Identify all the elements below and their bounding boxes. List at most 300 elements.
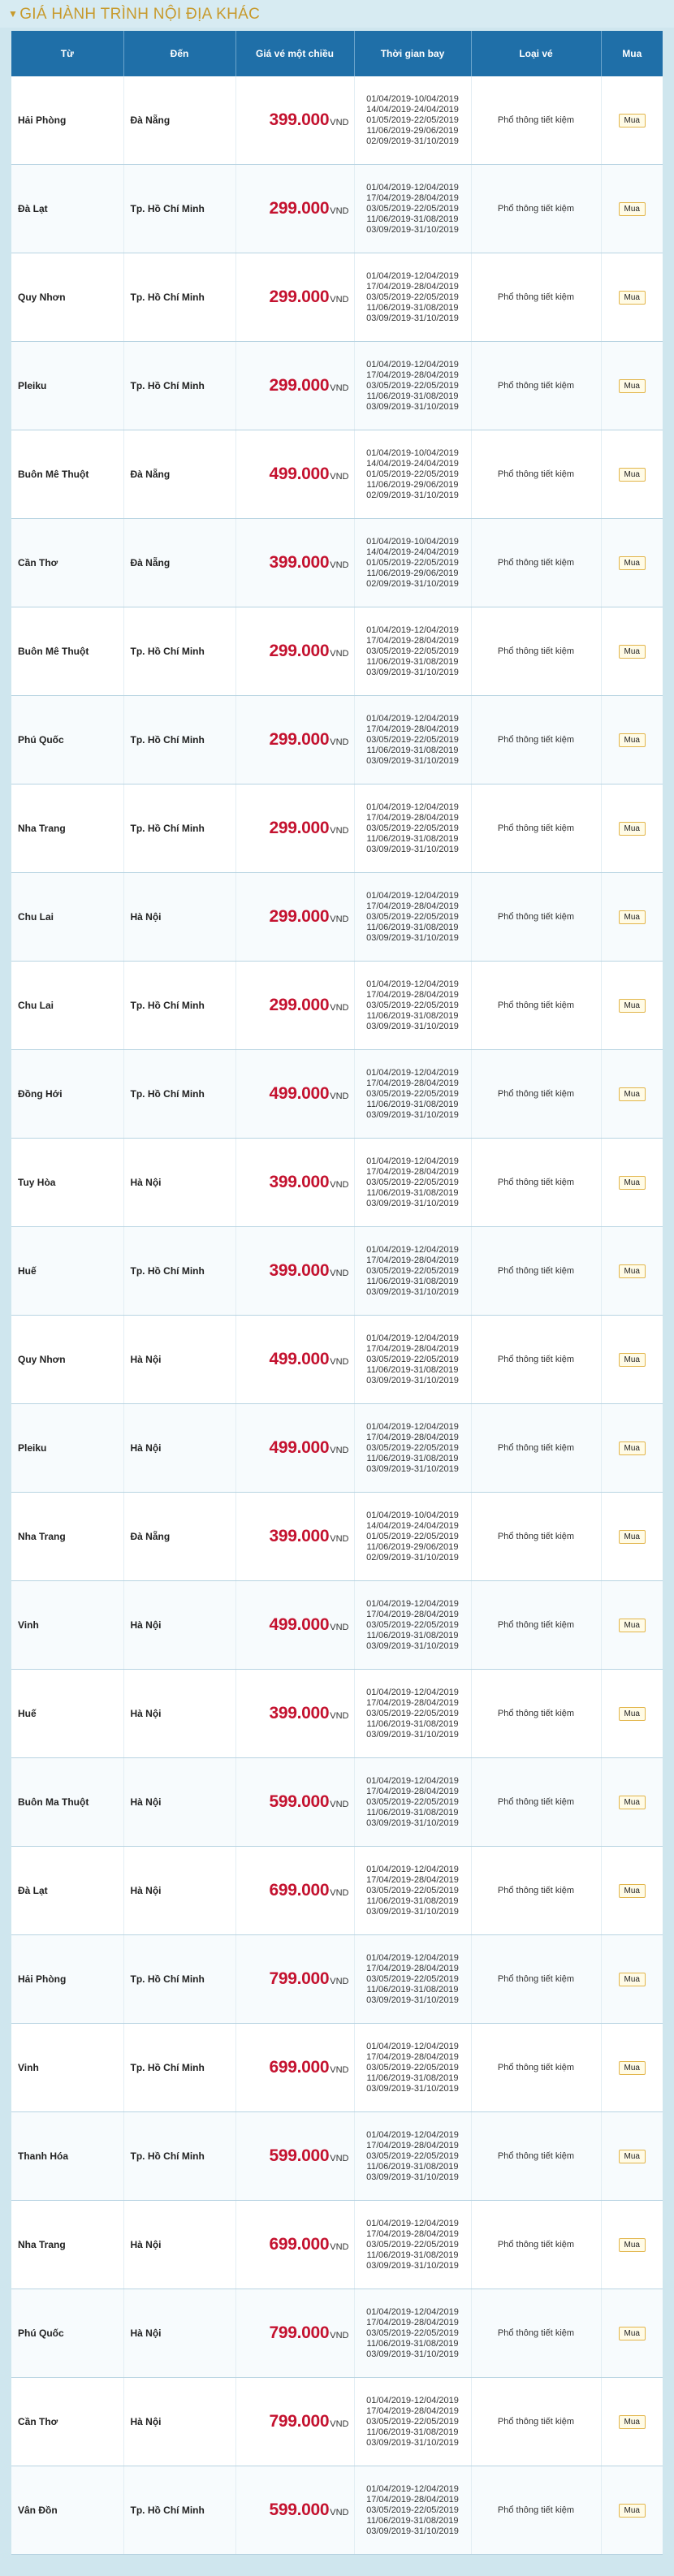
buy-cell — [601, 1139, 663, 1227]
buy-cell — [601, 2024, 663, 2112]
buy-button[interactable]: Mua — [619, 2504, 646, 2518]
flight-date-range: 03/09/2019-31/10/2019 — [366, 2526, 459, 2536]
flight-date-range: 03/05/2019-22/05/2019 — [366, 1265, 459, 1276]
buy-button[interactable]: Mua — [619, 2061, 646, 2075]
flight-date-range: 11/06/2019-31/08/2019 — [366, 391, 459, 401]
flight-date-range: 03/05/2019-22/05/2019 — [366, 823, 459, 833]
fare-type: Phổ thông tiết kiệm — [471, 1316, 601, 1404]
destination-city: Tp. Hồ Chí Minh — [123, 2024, 235, 2112]
flight-date-range: 11/06/2019-29/06/2019 — [366, 1541, 459, 1552]
flight-date-range: 11/06/2019-31/08/2019 — [366, 302, 459, 313]
buy-button[interactable]: Mua — [619, 2238, 646, 2252]
table-row — [11, 2201, 663, 2289]
buy-button[interactable]: Mua — [619, 291, 646, 305]
fare-type: Phổ thông tiết kiệm — [471, 1139, 601, 1227]
flight-date-range: 11/06/2019-31/08/2019 — [366, 1276, 459, 1286]
destination-city: Đà Nẵng — [123, 1493, 235, 1581]
buy-button[interactable]: Mua — [619, 556, 646, 570]
section-title-bar — [0, 0, 674, 28]
flight-date-range: 17/04/2019-28/04/2019 — [366, 1078, 459, 1088]
price-cell — [235, 1758, 354, 1847]
flight-date-range: 17/04/2019-28/04/2019 — [366, 281, 459, 292]
flight-date-range: 01/04/2019-12/04/2019 — [366, 2129, 459, 2140]
flight-date-range: 03/09/2019-31/10/2019 — [366, 2260, 459, 2271]
price-currency: VND — [330, 914, 349, 924]
buy-cell — [601, 962, 663, 1050]
fare-type: Phổ thông tiết kiệm — [471, 2112, 601, 2201]
flight-date-range: 03/05/2019-22/05/2019 — [366, 1354, 459, 1364]
flight-date-range: 17/04/2019-28/04/2019 — [366, 370, 459, 380]
flight-dates-cell — [354, 2289, 471, 2378]
price-value: 699.000 — [269, 2058, 330, 2077]
header-to: Đến — [123, 31, 235, 76]
price-cell — [235, 962, 354, 1050]
price-currency: VND — [330, 1977, 349, 1986]
flight-date-range: 03/05/2019-22/05/2019 — [366, 2239, 459, 2250]
buy-button[interactable]: Mua — [619, 2327, 646, 2340]
flight-date-range: 11/06/2019-29/06/2019 — [366, 125, 459, 136]
fare-type: Phổ thông tiết kiệm — [471, 519, 601, 607]
flight-date-range: 01/04/2019-12/04/2019 — [366, 1864, 459, 1874]
price-value: 399.000 — [269, 553, 330, 572]
flight-date-range: 03/05/2019-22/05/2019 — [366, 1973, 459, 1984]
fare-type: Phổ thông tiết kiệm — [471, 1227, 601, 1316]
table-row — [11, 2378, 663, 2466]
price-value: 399.000 — [269, 1527, 330, 1545]
flight-date-range: 11/06/2019-31/08/2019 — [366, 833, 459, 844]
price-value: 299.000 — [269, 199, 330, 218]
caret-down-icon: ▼ — [8, 8, 19, 19]
price-cell — [235, 342, 354, 430]
flight-dates-cell — [354, 1050, 471, 1139]
destination-city: Hà Nội — [123, 1758, 235, 1847]
flight-dates-cell — [354, 1670, 471, 1758]
price-currency: VND — [330, 1800, 349, 1809]
origin-city: Đà Lạt — [11, 165, 123, 253]
table-row — [11, 1758, 663, 1847]
buy-button[interactable]: Mua — [619, 999, 646, 1013]
flight-dates-cell — [354, 962, 471, 1050]
fare-type: Phổ thông tiết kiệm — [471, 1935, 601, 2024]
price-value: 299.000 — [269, 287, 330, 306]
flight-date-range: 17/04/2019-28/04/2019 — [366, 1963, 459, 1973]
flight-date-range: 03/09/2019-31/10/2019 — [366, 1375, 459, 1385]
flight-date-range: 01/04/2019-12/04/2019 — [366, 1952, 459, 1963]
flight-date-range: 11/06/2019-31/08/2019 — [366, 2427, 459, 2437]
origin-city: Quy Nhơn — [11, 253, 123, 342]
price-currency: VND — [330, 560, 349, 570]
flight-date-range: 11/06/2019-31/08/2019 — [366, 656, 459, 667]
flight-date-range: 17/04/2019-28/04/2019 — [366, 2317, 459, 2327]
fare-type: Phổ thông tiết kiệm — [471, 1493, 601, 1581]
flight-date-range: 03/05/2019-22/05/2019 — [366, 1177, 459, 1187]
price-value: 299.000 — [269, 907, 330, 926]
destination-city: Tp. Hồ Chí Minh — [123, 607, 235, 696]
destination-city: Tp. Hồ Chí Minh — [123, 2112, 235, 2201]
buy-cell — [601, 1847, 663, 1935]
table-row — [11, 2466, 663, 2555]
flight-date-range: 03/09/2019-31/10/2019 — [366, 667, 459, 677]
price-value: 599.000 — [269, 2500, 330, 2519]
flight-date-range: 01/04/2019-12/04/2019 — [366, 270, 459, 281]
origin-city: Buôn Mê Thuột — [11, 430, 123, 519]
flight-date-range: 01/05/2019-22/05/2019 — [366, 469, 459, 479]
buy-cell — [601, 784, 663, 873]
header-from: Từ — [11, 31, 123, 76]
flight-date-range: 11/06/2019-31/08/2019 — [366, 2338, 459, 2349]
flight-date-range: 17/04/2019-28/04/2019 — [366, 1874, 459, 1885]
price-currency: VND — [330, 1446, 349, 1455]
fare-type: Phổ thông tiết kiệm — [471, 607, 601, 696]
buy-cell — [601, 1227, 663, 1316]
flight-date-range: 03/05/2019-22/05/2019 — [366, 1796, 459, 1807]
buy-cell — [601, 1758, 663, 1847]
price-currency: VND — [330, 2242, 349, 2252]
price-currency: VND — [330, 1534, 349, 1544]
buy-cell — [601, 607, 663, 696]
flight-date-range: 14/04/2019-24/04/2019 — [366, 547, 459, 557]
flight-date-range: 01/04/2019-10/04/2019 — [366, 1510, 459, 1520]
buy-button[interactable]: Mua — [619, 379, 646, 393]
flight-date-range: 03/05/2019-22/05/2019 — [366, 1000, 459, 1010]
buy-button[interactable]: Mua — [619, 1796, 646, 1809]
buy-cell — [601, 165, 663, 253]
flight-date-range: 17/04/2019-28/04/2019 — [366, 2140, 459, 2150]
flight-date-range: 17/04/2019-28/04/2019 — [366, 812, 459, 823]
flight-date-range: 11/06/2019-29/06/2019 — [366, 568, 459, 578]
table-row — [11, 2289, 663, 2378]
flight-date-range: 01/04/2019-12/04/2019 — [366, 2306, 459, 2317]
flight-date-range: 03/05/2019-22/05/2019 — [366, 1619, 459, 1630]
flight-date-range: 17/04/2019-28/04/2019 — [366, 192, 459, 203]
price-value: 499.000 — [269, 465, 330, 483]
origin-city: Hải Phòng — [11, 76, 123, 165]
destination-city: Đà Nẵng — [123, 430, 235, 519]
fare-type: Phổ thông tiết kiệm — [471, 1847, 601, 1935]
flight-date-range: 03/05/2019-22/05/2019 — [366, 1885, 459, 1895]
price-currency: VND — [330, 2065, 349, 2075]
buy-button[interactable]: Mua — [619, 1441, 646, 1455]
price-currency: VND — [330, 2331, 349, 2340]
buy-cell — [601, 1050, 663, 1139]
buy-button[interactable]: Mua — [619, 1707, 646, 1721]
fare-type: Phổ thông tiết kiệm — [471, 253, 601, 342]
flight-dates-cell — [354, 1935, 471, 2024]
destination-city: Hà Nội — [123, 1847, 235, 1935]
table-row — [11, 784, 663, 873]
price-currency: VND — [330, 1711, 349, 1721]
flight-date-range: 17/04/2019-28/04/2019 — [366, 1432, 459, 1442]
destination-city: Hà Nội — [123, 1404, 235, 1493]
buy-cell — [601, 1316, 663, 1404]
price-value: 499.000 — [269, 1615, 330, 1634]
flight-dates-cell — [354, 873, 471, 962]
buy-button[interactable]: Mua — [619, 910, 646, 924]
flight-date-range: 02/09/2019-31/10/2019 — [366, 1552, 459, 1562]
flight-date-range: 11/06/2019-31/08/2019 — [366, 214, 459, 224]
fare-type: Phổ thông tiết kiệm — [471, 430, 601, 519]
flight-date-range: 11/06/2019-31/08/2019 — [366, 1984, 459, 1995]
fare-type: Phổ thông tiết kiệm — [471, 784, 601, 873]
destination-city: Tp. Hồ Chí Minh — [123, 1227, 235, 1316]
flight-date-range: 11/06/2019-29/06/2019 — [366, 479, 459, 490]
destination-city: Tp. Hồ Chí Minh — [123, 1050, 235, 1139]
buy-button[interactable]: Mua — [619, 733, 646, 747]
origin-city: Hải Phòng — [11, 1935, 123, 2024]
buy-cell — [601, 1404, 663, 1493]
flight-date-range: 03/05/2019-22/05/2019 — [366, 203, 459, 214]
price-cell — [235, 2378, 354, 2466]
flight-date-range: 11/06/2019-31/08/2019 — [366, 1364, 459, 1375]
flight-date-range: 03/09/2019-31/10/2019 — [366, 1995, 459, 2005]
destination-city: Tp. Hồ Chí Minh — [123, 342, 235, 430]
price-value: 499.000 — [269, 1350, 330, 1368]
price-value: 399.000 — [269, 1704, 330, 1722]
table-row — [11, 1581, 663, 1670]
price-cell — [235, 1227, 354, 1316]
flight-dates-cell — [354, 1581, 471, 1670]
table-row — [11, 1935, 663, 2024]
flight-date-range: 11/06/2019-31/08/2019 — [366, 1807, 459, 1817]
origin-city: Cần Thơ — [11, 2378, 123, 2466]
table-header-row — [11, 31, 663, 76]
price-value: 299.000 — [269, 996, 330, 1014]
flight-date-range: 01/04/2019-12/04/2019 — [366, 1421, 459, 1432]
header-price: Giá vé một chiều — [235, 31, 354, 76]
flight-date-range: 02/09/2019-31/10/2019 — [366, 578, 459, 589]
flight-date-range: 03/09/2019-31/10/2019 — [366, 224, 459, 235]
table-row — [11, 1139, 663, 1227]
price-cell — [235, 519, 354, 607]
fare-type: Phổ thông tiết kiệm — [471, 962, 601, 1050]
table-row — [11, 430, 663, 519]
flight-date-range: 01/04/2019-12/04/2019 — [366, 2483, 459, 2494]
flight-date-range: 03/09/2019-31/10/2019 — [366, 1021, 459, 1031]
price-value: 399.000 — [269, 110, 330, 129]
origin-city: Huế — [11, 1670, 123, 1758]
origin-city: Huế — [11, 1227, 123, 1316]
flight-date-range: 17/04/2019-28/04/2019 — [366, 1697, 459, 1708]
fare-type: Phổ thông tiết kiệm — [471, 165, 601, 253]
price-cell — [235, 2112, 354, 2201]
price-currency: VND — [330, 737, 349, 747]
fare-type: Phổ thông tiết kiệm — [471, 1050, 601, 1139]
buy-cell — [601, 1935, 663, 2024]
flight-date-range: 03/05/2019-22/05/2019 — [366, 2416, 459, 2427]
fare-type: Phổ thông tiết kiệm — [471, 2466, 601, 2555]
flight-date-range: 03/05/2019-22/05/2019 — [366, 734, 459, 745]
buy-button[interactable]: Mua — [619, 1176, 646, 1190]
price-cell — [235, 1493, 354, 1581]
flight-date-range: 17/04/2019-28/04/2019 — [366, 989, 459, 1000]
price-value: 499.000 — [269, 1438, 330, 1457]
destination-city: Tp. Hồ Chí Minh — [123, 784, 235, 873]
price-cell — [235, 253, 354, 342]
origin-city: Cần Thơ — [11, 519, 123, 607]
price-value: 299.000 — [269, 819, 330, 837]
buy-cell — [601, 519, 663, 607]
flight-date-range: 03/09/2019-31/10/2019 — [366, 1286, 459, 1297]
price-cell — [235, 2466, 354, 2555]
price-currency: VND — [330, 649, 349, 659]
price-value: 799.000 — [269, 2323, 330, 2342]
buy-button[interactable]: Mua — [619, 114, 646, 128]
flight-dates-cell — [354, 696, 471, 784]
table-row — [11, 696, 663, 784]
origin-city: Nha Trang — [11, 2201, 123, 2289]
buy-button[interactable]: Mua — [619, 1530, 646, 1544]
buy-cell — [601, 2201, 663, 2289]
price-currency: VND — [330, 2508, 349, 2518]
flight-date-range: 03/05/2019-22/05/2019 — [366, 1442, 459, 1453]
flight-date-range: 17/04/2019-28/04/2019 — [366, 2405, 459, 2416]
buy-cell — [601, 430, 663, 519]
origin-city: Vinh — [11, 2024, 123, 2112]
flight-date-range: 03/05/2019-22/05/2019 — [366, 2327, 459, 2338]
buy-button[interactable]: Mua — [619, 468, 646, 482]
table-row — [11, 2024, 663, 2112]
price-value: 699.000 — [269, 1881, 330, 1900]
price-value: 599.000 — [269, 1792, 330, 1811]
origin-city: Vinh — [11, 1581, 123, 1670]
price-currency: VND — [330, 1180, 349, 1190]
table-row — [11, 873, 663, 962]
flight-date-range: 11/06/2019-31/08/2019 — [366, 1010, 459, 1021]
flight-date-range: 01/04/2019-12/04/2019 — [366, 2218, 459, 2228]
origin-city: Nha Trang — [11, 784, 123, 873]
flight-dates-cell — [354, 342, 471, 430]
price-cell — [235, 1139, 354, 1227]
flight-date-range: 03/09/2019-31/10/2019 — [366, 1729, 459, 1740]
flight-date-range: 03/09/2019-31/10/2019 — [366, 401, 459, 412]
destination-city: Tp. Hồ Chí Minh — [123, 1935, 235, 2024]
flight-date-range: 03/05/2019-22/05/2019 — [366, 1708, 459, 1718]
flight-date-range: 17/04/2019-28/04/2019 — [366, 635, 459, 646]
table-row — [11, 76, 663, 165]
origin-city: Đồng Hới — [11, 1050, 123, 1139]
price-cell — [235, 2024, 354, 2112]
origin-city: Phú Quốc — [11, 696, 123, 784]
buy-cell — [601, 342, 663, 430]
buy-button[interactable]: Mua — [619, 1884, 646, 1898]
origin-city: Pleiku — [11, 1404, 123, 1493]
destination-city: Hà Nội — [123, 2289, 235, 2378]
fare-type: Phổ thông tiết kiệm — [471, 2024, 601, 2112]
price-currency: VND — [330, 2154, 349, 2163]
price-currency: VND — [330, 1623, 349, 1632]
buy-button[interactable]: Mua — [619, 1973, 646, 1986]
table-row — [11, 607, 663, 696]
flight-date-range: 03/09/2019-31/10/2019 — [366, 1640, 459, 1651]
buy-button[interactable]: Mua — [619, 645, 646, 659]
price-currency: VND — [330, 383, 349, 393]
flight-dates-cell — [354, 253, 471, 342]
flight-date-range: 11/06/2019-31/08/2019 — [366, 1187, 459, 1198]
flight-date-range: 03/05/2019-22/05/2019 — [366, 646, 459, 656]
origin-city: Pleiku — [11, 342, 123, 430]
flight-date-range: 01/04/2019-12/04/2019 — [366, 1244, 459, 1255]
price-currency: VND — [330, 206, 349, 216]
price-currency: VND — [330, 295, 349, 305]
flight-date-range: 03/09/2019-31/10/2019 — [366, 755, 459, 766]
flight-date-range: 11/06/2019-31/08/2019 — [366, 2072, 459, 2083]
price-cell — [235, 2201, 354, 2289]
flight-dates-cell — [354, 76, 471, 165]
fare-type: Phổ thông tiết kiệm — [471, 1404, 601, 1493]
table-row — [11, 1316, 663, 1404]
origin-city: Phú Quốc — [11, 2289, 123, 2378]
buy-button[interactable]: Mua — [619, 822, 646, 836]
origin-city: Chu Lai — [11, 873, 123, 962]
flight-date-range: 11/06/2019-31/08/2019 — [366, 2250, 459, 2260]
section-title: GIÁ HÀNH TRÌNH NỘI ĐỊA KHÁC — [19, 6, 261, 23]
flight-dates-cell — [354, 1404, 471, 1493]
fare-type: Phổ thông tiết kiệm — [471, 2378, 601, 2466]
buy-cell — [601, 2466, 663, 2555]
buy-cell — [601, 253, 663, 342]
flight-date-range: 03/09/2019-31/10/2019 — [366, 932, 459, 943]
price-currency: VND — [330, 1357, 349, 1367]
origin-city: Chu Lai — [11, 962, 123, 1050]
price-value: 499.000 — [269, 1084, 330, 1103]
flight-dates-cell — [354, 2201, 471, 2289]
origin-city: Tuy Hòa — [11, 1139, 123, 1227]
origin-city: Đà Lạt — [11, 1847, 123, 1935]
flight-date-range: 17/04/2019-28/04/2019 — [366, 1786, 459, 1796]
fare-type: Phổ thông tiết kiệm — [471, 2201, 601, 2289]
price-currency: VND — [330, 1003, 349, 1013]
price-value: 599.000 — [269, 2146, 330, 2165]
flight-date-range: 11/06/2019-31/08/2019 — [366, 1099, 459, 1109]
flight-dates-cell — [354, 430, 471, 519]
flight-date-range: 01/04/2019-12/04/2019 — [366, 979, 459, 989]
flight-date-range: 11/06/2019-31/08/2019 — [366, 1453, 459, 1463]
price-value: 399.000 — [269, 1173, 330, 1191]
flight-dates-cell — [354, 165, 471, 253]
flight-date-range: 01/04/2019-12/04/2019 — [366, 359, 459, 370]
price-cell — [235, 1581, 354, 1670]
destination-city: Đà Nẵng — [123, 76, 235, 165]
price-cell — [235, 76, 354, 165]
flight-date-range: 01/04/2019-12/04/2019 — [366, 802, 459, 812]
price-value: 299.000 — [269, 730, 330, 749]
buy-button[interactable]: Mua — [619, 1619, 646, 1632]
buy-button[interactable]: Mua — [619, 1264, 646, 1278]
flight-date-range: 03/05/2019-22/05/2019 — [366, 292, 459, 302]
flight-date-range: 17/04/2019-28/04/2019 — [366, 2228, 459, 2239]
flight-date-range: 02/09/2019-31/10/2019 — [366, 490, 459, 500]
buy-cell — [601, 873, 663, 962]
flight-date-range: 01/04/2019-10/04/2019 — [366, 447, 459, 458]
table-row — [11, 1847, 663, 1935]
buy-button[interactable]: Mua — [619, 1087, 646, 1101]
buy-cell — [601, 1670, 663, 1758]
flight-date-range: 03/09/2019-31/10/2019 — [366, 844, 459, 854]
buy-cell — [601, 2112, 663, 2201]
buy-cell — [601, 2289, 663, 2378]
flight-date-range: 03/09/2019-31/10/2019 — [366, 1906, 459, 1917]
buy-button[interactable]: Mua — [619, 2150, 646, 2163]
buy-button[interactable]: Mua — [619, 2415, 646, 2429]
buy-button[interactable]: Mua — [619, 1353, 646, 1367]
table-row — [11, 2112, 663, 2201]
buy-cell — [601, 1581, 663, 1670]
flight-dates-cell — [354, 784, 471, 873]
flight-date-range: 14/04/2019-24/04/2019 — [366, 1520, 459, 1531]
price-cell — [235, 1404, 354, 1493]
flight-date-range: 17/04/2019-28/04/2019 — [366, 1166, 459, 1177]
buy-button[interactable]: Mua — [619, 202, 646, 216]
